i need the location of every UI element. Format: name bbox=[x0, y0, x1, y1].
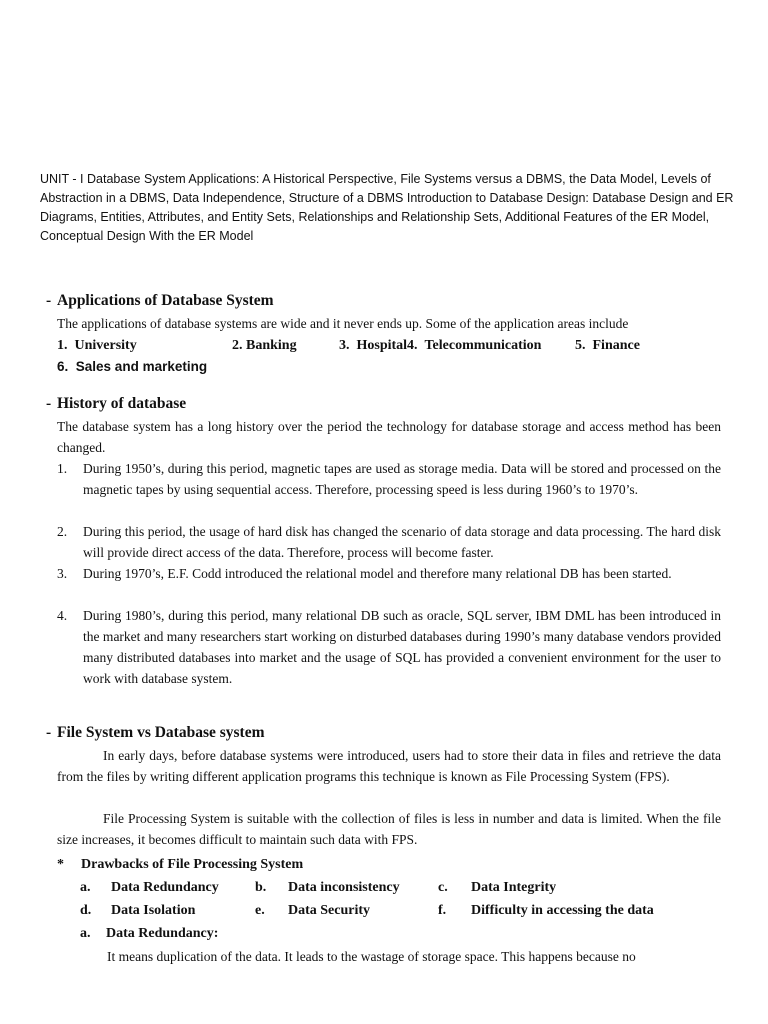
filesystem-paragraph-2: File Processing System is suitable with the collection of files is less in number and data is limited. When the file size increases, it becomes difficult to maintain such data with FPS. bbox=[57, 811, 721, 847]
applications-intro: The applications of database systems are wide and it never ends up. Some of the application areas include bbox=[57, 316, 629, 331]
bullet-icon: * bbox=[57, 857, 64, 872]
heading-dash: - bbox=[46, 395, 52, 412]
filesystem-heading bbox=[46, 724, 265, 742]
history-title: History of database bbox=[57, 395, 187, 412]
list-item: 3. Hospital bbox=[339, 338, 408, 353]
drawbacks-row-2 bbox=[80, 903, 720, 923]
history-item: 3. During 1970’s, E.F. Codd introduced the relational model and therefore many relational DB has been started. bbox=[57, 566, 672, 581]
list-item: a. Data Redundancy bbox=[80, 880, 219, 895]
list-item: 6. Sales and marketing bbox=[57, 359, 208, 374]
list-item: c. Data Integrity bbox=[438, 880, 557, 895]
history-intro: The database system has a long history over the period the technology for database storage and access method has been changed. bbox=[57, 419, 721, 455]
list-item: 2. Banking bbox=[232, 338, 297, 353]
heading-dash: - bbox=[46, 724, 52, 741]
list-item: 4. Telecommunication bbox=[407, 338, 542, 353]
list-item: b. Data inconsistency bbox=[255, 880, 400, 895]
applications-title: Applications of Database System bbox=[57, 292, 274, 309]
unit-intro: UNIT - I Database System Applications: A Historical Perspective, File Systems versus a DBMS, the Data Model, Levels of Abstraction in a DBMS, Data Independence, Structure of a DBMS Introduction to Database Design: Database Design and ER Diagrams, Entities, Attributes, and Entity Sets, Relationships and Relationship Sets, Additional Features of the ER Model, Conceptual Design With the ER Model bbox=[40, 172, 734, 243]
filesystem-paragraph-1: In early days, before database systems were introduced, users had to store their data in files and retrieve the data from the files by writing different application programs this technique is known as File Processing System (FPS). bbox=[57, 748, 721, 784]
drawbacks-heading: * Drawbacks of File Processing System bbox=[57, 857, 304, 872]
history-item: 1. During 1950’s, during this period, magnetic tapes are used as storage media. Data will be stored and processed on the magnetic tapes by using sequential access. Therefore, processing speed is less during 1960’s to 1970’s. bbox=[57, 461, 721, 497]
history-heading bbox=[46, 395, 186, 413]
filesystem-title: File System vs Database system bbox=[57, 724, 265, 741]
history-item: 4. During 1980’s, during this period, many relational DB such as oracle, SQL server, IBM DML has been introduced in the market and many researchers start working on disturbed databases during 1990’s many database vendors provided many distributed databases into market and the usage of SQL has provided a convenient environment for the user to work with database system. bbox=[57, 608, 721, 686]
list-item: e. Data Security bbox=[255, 903, 371, 918]
list-item: d. Data Isolation bbox=[80, 903, 196, 918]
heading-dash: - bbox=[46, 292, 52, 309]
history-item: 2. During this period, the usage of hard disk has changed the scenario of data storage and data processing. The hard disk will provide direct access of the data. Therefore, process will become faster. bbox=[57, 524, 721, 560]
drawbacks-row-1 bbox=[80, 880, 720, 900]
list-item: 5. Finance bbox=[575, 338, 640, 353]
list-item: 1. University bbox=[57, 338, 137, 353]
subsection-text: It means duplication of the data. It leads to the wastage of storage space. This happens because no bbox=[107, 949, 636, 964]
applications-heading bbox=[46, 292, 274, 310]
list-item: f. Difficulty in accessing the data bbox=[438, 903, 654, 918]
applications-list-row-1 bbox=[57, 338, 717, 358]
subsection-heading: a. Data Redundancy: bbox=[80, 926, 219, 941]
